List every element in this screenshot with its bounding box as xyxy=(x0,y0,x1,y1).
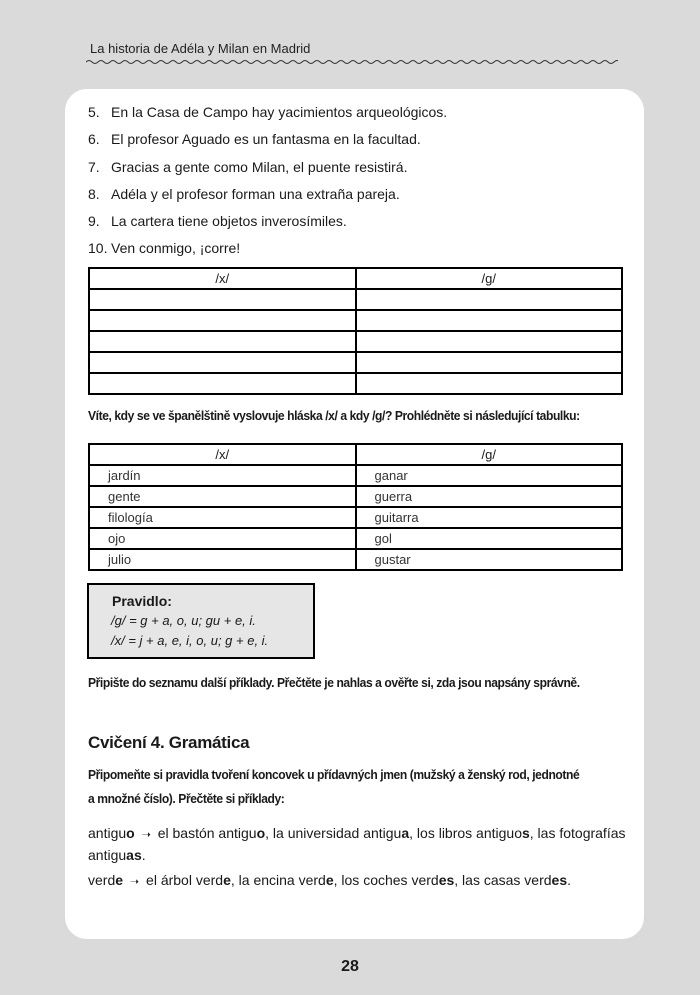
table-header-g: /g/ xyxy=(356,268,623,289)
table-row xyxy=(89,465,622,486)
example-table xyxy=(88,443,623,571)
blank-sorting-table xyxy=(88,267,623,395)
blank-cell[interactable] xyxy=(356,352,623,373)
table-row xyxy=(89,352,622,373)
instruction-text: Připište do seznamu další příklady. Přečtěte je nahlas a ověřte si, zda jsou napsány správně. xyxy=(88,675,580,690)
section-title: Cvičení 4. Gramática xyxy=(88,733,250,752)
header-wavy-rule xyxy=(86,58,618,66)
page-number: 28 xyxy=(341,958,359,975)
rule-line-x: /x/ = j + a, e, i, o, u; g + e, i. xyxy=(111,633,269,648)
table-header-g: /g/ xyxy=(356,444,623,465)
table-cell: ganar xyxy=(356,465,623,486)
blank-cell[interactable] xyxy=(89,289,356,310)
table-header-x: /x/ xyxy=(89,268,356,289)
blank-cell[interactable] xyxy=(356,310,623,331)
table-row xyxy=(89,373,622,394)
arrow-icon: ➝ xyxy=(129,876,140,888)
blank-cell[interactable] xyxy=(89,310,356,331)
table-cell: guerra xyxy=(356,486,623,507)
blank-cell[interactable] xyxy=(89,352,356,373)
blank-cell[interactable] xyxy=(89,331,356,352)
table-cell: filología xyxy=(89,507,356,528)
rule-box xyxy=(87,583,315,659)
running-header: La historia de Adéla y Milan en Madrid xyxy=(90,41,311,56)
example-verde: verde ➝ el árbol verde, la encina verde, los coches verdes, las casas verdes. xyxy=(88,872,571,888)
table-cell: ojo xyxy=(89,528,356,549)
table-row xyxy=(89,289,622,310)
question-text: Víte, kdy se ve španělštině vyslovuje hláska /x/ a kdy /g/? Prohlédněte si následující tabulku: xyxy=(88,408,580,423)
table-cell: gustar xyxy=(356,549,623,570)
table-row xyxy=(89,331,622,352)
section-intro-line-2: a množné číslo). Přečtěte si příklady: xyxy=(88,791,285,806)
rule-title: Pravidlo: xyxy=(112,593,172,609)
table-cell: guitarra xyxy=(356,507,623,528)
table-row xyxy=(89,507,622,528)
blank-cell[interactable] xyxy=(356,373,623,394)
table-row xyxy=(89,528,622,549)
rule-line-g: /g/ = g + a, o, u; gu + e, i. xyxy=(111,613,256,628)
table-row xyxy=(89,486,622,507)
arrow-icon: ➝ xyxy=(141,829,151,841)
section-intro-line-1: Připomeňte si pravidla tvoření koncovek u přídavných jmen (mužský a ženský rod, jednotné xyxy=(88,767,580,782)
table-header-x: /x/ xyxy=(89,444,356,465)
example-antiguo: antiguo ➝ el bastón antiguo, la universidad antigua, los libros antiguos, las fotografías antiguas. xyxy=(88,825,626,863)
table-cell: julio xyxy=(89,549,356,570)
blank-cell[interactable] xyxy=(356,289,623,310)
table-cell: jardín xyxy=(89,465,356,486)
blank-cell[interactable] xyxy=(89,373,356,394)
table-row xyxy=(89,549,622,570)
blank-cell[interactable] xyxy=(356,331,623,352)
table-row xyxy=(89,310,622,331)
table-cell: gente xyxy=(89,486,356,507)
table-cell: gol xyxy=(356,528,623,549)
